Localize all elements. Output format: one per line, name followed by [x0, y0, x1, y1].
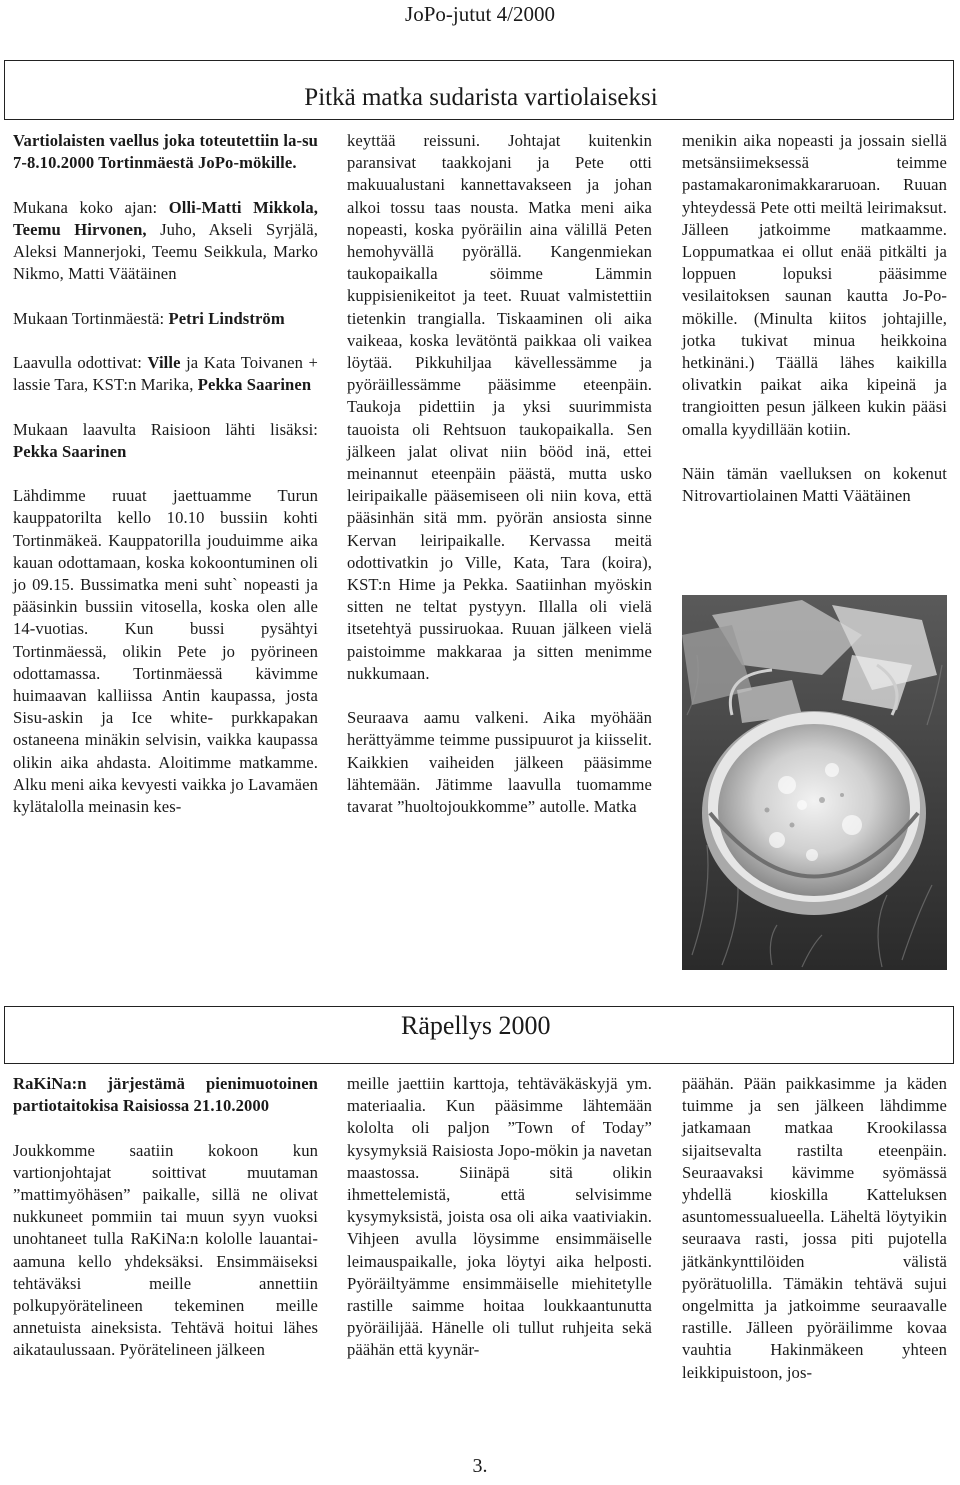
article1-column-2 — [347, 130, 652, 818]
article2-title-box — [4, 1006, 954, 1064]
paragraph: Joukkomme saatiin kokoon kun vartionjohtajat soittivat muutaman ”mattimyöhäsen” paikalle, sillä ne olivat nukkuneet pommiin tai muun syyn vuoksi unohtaneet tulla RaKiNa:n kololle lauantai-aamuna kello yhdeksäksi. Ensimmäiseksi tehtäväksi meille annettiin polkupyörätelineen tekeminen meille annetuista aineksista. Tehtävä hoitui lähes aikataulussaan. Pyörätelineen jälkeen — [13, 1140, 318, 1360]
paragraph: menikin aika nopeasti ja jossain siellä metsänsiimeksessä teimme pastamakaronimakkararuoan. Ruuan yhteydessä Pete otti meiltä leirimaksut. Jälleen jatkoimme matkaamme. Loppumatkaa ei ollut enää pitkälti ja loppuen lopuksi pääsimme vesilaitoksen saunan kautta Jo-Po-mökille. (Minulta kiitos johtajille, jotka tukivat minua heikkoina hetkinäni.) Täällä lähes kaikilla olivatkin paikat aika kipeinä ja trangioitten pesun jälkeen kukin pääsi omalla kyydillään kotiin. — [682, 131, 947, 439]
article2-column-1 — [13, 1073, 318, 1362]
paragraph: keyttää reissuni. Johtajat kuitenkin paransivat taakkojani ja Pete otti makuualustani kannettavakseen ja johan alkoi tossu taas nousta. Matka meni aika nopeasti, koska pyöräilin aina välillä Peten hemohyvällä pyörällä. Kangenmiekan taukopaikalla söimme Lämmin kuppisienikeitot ja teet. Ruuat valmistettiin tietenkin trangialla. Tiskaaminen oli aika vaikeaa, koska levätöntä paikkaa oli vaikea löytää. Pikkuhiljaa kävellessämme ja pyöräillessämme pääsimme eteenpäin. Taukoja pidettiin ja yksi suurimmista tauoista oli Rehtsuon taukopaikalla. Sen jälkeen jalat olivat niin bööd inä, ettei meinannut eteenpäin päästä, mutta usko leiripaikalle pääsemiseen oli niin kova, että pääsinhän sitä mm. pyörän ansiosta sinne Kervan leiripaikalle. Kervassa meitä odottivatkin jo Ville, Kata, Tara (koira), KST:n Hime ja Pekka. Saatiinhan myöskin sitten ne teltat pystyyn. Illalla oli vielä itsetehtyä pussiruokaa. Ruuan jälkeen vielä paistoimme makkaraa ja sitten menimme nukkumaan. — [347, 131, 652, 683]
paragraph: RaKiNa:n järjestämä pienimuotoinen partiotaitokisa Raisiossa 21.10.2000 — [13, 1074, 318, 1116]
paragraph: Mukana koko ajan: Olli-Matti Mikkola, Teemu Hirvonen, Juho, Akseli Syrjälä, Aleksi Mannerjoki, Teemu Seikkula, Marko Nikmo, Matti Väätäinen — [13, 197, 318, 284]
paragraph: päähän. Pään paikkasimme ja käden tuimme ja sen jälkeen lähdimme jatkamaan matkaa Krookilassa sijaitsevalta rastilta eteenpäin. Seuraavaksi kävimme syömässä yhdellä kioskilla Katteluksen asuntomessualueella. Läheltä löytyikin seuraava rasti, jossa piti pujotella jätkänkynttilöiden välistä pyörätuolilla. Tämäkin tehtävä sujui ongelmitta ja jatkoimme seuraavalle rastille. Jälleen pyöräilimme kovaa vauhtia Hakinmäkeen yhteen leikkipuistoon, jos- — [682, 1074, 947, 1382]
paragraph: Lähdimme ruuat jaettuamme Turun kauppatorilta kello 10.10 bussiin kohti Tortinmäkeä. Kauppatorilla jouduimme aika kauan odottamaan, koska kokoontuminen oli jo 09.15. Bussimatka meni suht` nopeasti ja pääsinkin bussiin vitosella, koska olen alle 14-vuotias. Kun bussi pysähtyi Tortinmäessä, olikin Pete jo pyörineen odottamassa. Tortinmäessä kävimme huimaavan kalliissa Antin kaupassa, josta Sisu-askin ja Ice white- purkkapakan ostaneena minäkin selvisin, vaikka kaupassa olikin aika ahdasta. Aloitimme matkamme. Alku meni aika kevyesti vaikka jo Lavamäen kylätalolla meinasin kes- — [13, 486, 318, 817]
article1-column-1 — [13, 130, 318, 818]
paragraph: meille jaettiin karttoja, tehtäväkäskyjä ym. materiaalia. Kun pääsimme lähtemään kololta oli paljon ”Town of Today” kysymyksiä Raisiosta Jopo-mökin ja navetan maastossa. Siinäpä sitä olikin ihmettelemistä, että selvisimme kysymyksistä, joista osa oli aika vaativiakin. Vihjeen avulla löysimme ensimmäiselle leimauspaikalle, joka löytyi aika helposti. Pyöräiltyämme ensimmäiselle miehitetylle rastille saimme hoitaa loukkaantunutta pyöräilijää. Hänelle oli tullut ruhjeita sekä päähän että kyynär- — [347, 1074, 652, 1360]
article2-column-3 — [682, 1073, 947, 1384]
article1-column-3 — [682, 130, 947, 507]
article2-title: Räpellys 2000 — [401, 1011, 551, 1040]
page-number: 3. — [472, 1455, 488, 1477]
cooking-pot-photo — [682, 595, 947, 970]
article2-column-2 — [347, 1073, 652, 1362]
paragraph: Mukaan laavulta Raisioon lähti lisäksi: Pekka Saarinen — [13, 419, 318, 461]
page-header: JoPo-jutut 4/2000 — [405, 2, 555, 26]
paragraph: Seuraava aamu valkeni. Aika myöhään herättyämme teimme pussipuurot ja kiisselit. Kaikkien vaiheiden jälkeen pääsimme lähtemään. Jätimme laavulla tuomamme tavarat ”huoltojoukkomme” autolle. Matka — [347, 708, 652, 817]
paragraph: Laavulla odottivat: Ville ja Kata Toivanen + lassie Tara, KST:n Marika, Pekka Saarinen — [13, 352, 318, 395]
paragraph: Näin tämän vaelluksen on kokenut Nitrovartiolainen Matti Väätäinen — [682, 464, 947, 506]
paragraph: Mukaan Tortinmäestä: Petri Lindström — [13, 308, 285, 328]
article1-title: Pitkä matka sudarista vartiolaiseksi — [304, 84, 658, 111]
paragraph: Vartiolaisten vaellus joka toteutettiin la-su 7-8.10.2000 Tortinmäestä JoPo-mökille. — [13, 131, 318, 173]
article1-title-box — [4, 60, 954, 120]
